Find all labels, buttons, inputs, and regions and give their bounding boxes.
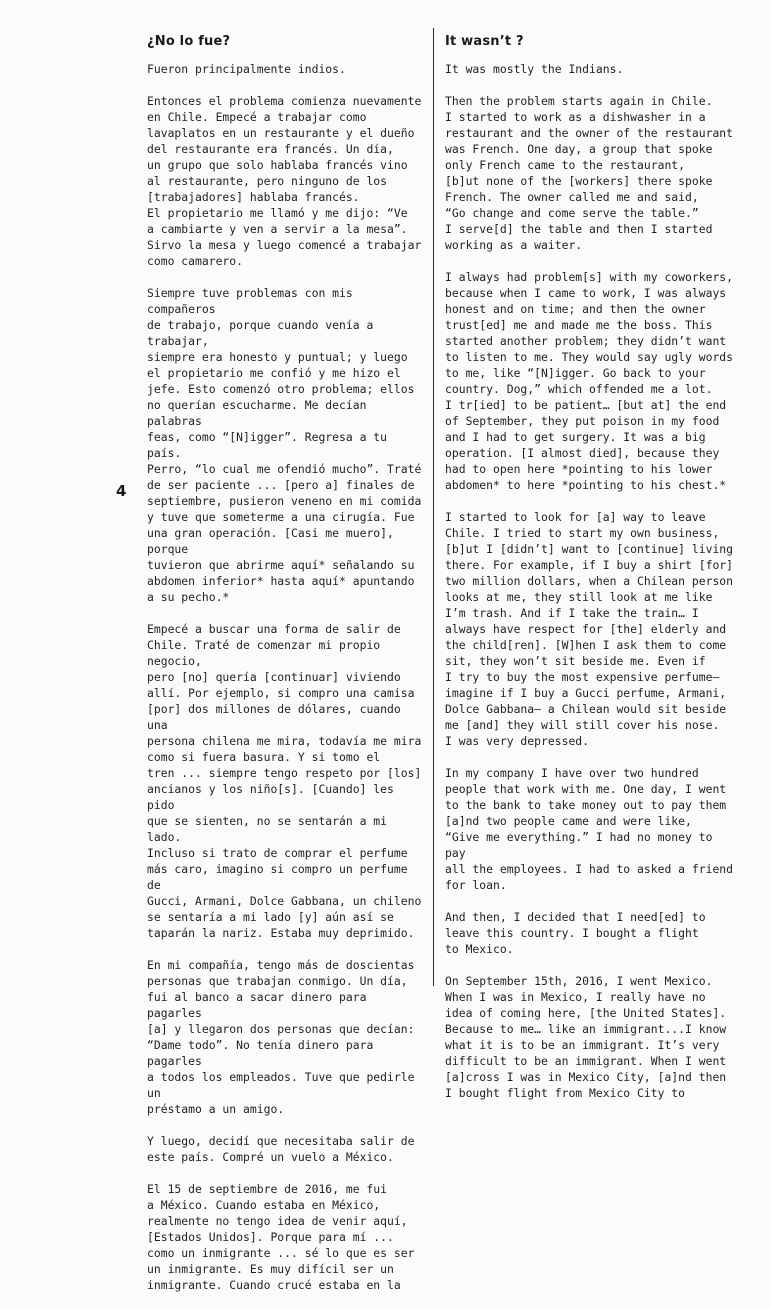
spanish-paragraph: Empecé a buscar una forma de salir de Chile. Traté de comenzar mi propio negocio, pero [no] quería [continuar] viviendo allí. Por ejemplo, si compro una camisa [por] dos millones de dólares, cuando una persona chilena me mira, todavía me mira como si fuera basura. Y si tomo el tren ... siempre tengo respeto por [los] ancianos y los niño[s]. [Cuando] les pido que se sienten, no se sentarán a mi lado. Incluso si trato de comprar el perfume más caro, imagino si compro un perfume de Gucci, Armani, Dolce Gabbana, un chileno se sentaría a mi lado [y] aún así se taparán la nariz. Estaba muy deprimido. [147,622,422,940]
page-number: 4 [116,482,127,500]
english-heading: It wasn’t ? [445,34,524,49]
english-paragraph: I started to look for [a] way to leave Chile. I tried to start my own business, [b]ut I [didn’t] want to [continue] living there. For example, if I buy a shirt [for] two million dollars, when a Chilean person looks at me, they still look at me like I’m trash. And if I take the train… I always have respect for [the] elderly and the child[ren]. [W]hen I ask them to come sit, they won’t sit beside me. Even if I try to buy the most expensive perfume— imagine if I buy a Gucci perfume, Armani, Dolce Gabbana— a Chilean would sit beside me [and] they will still cover his nose. I was very depressed. [445,510,734,748]
spanish-column [147,61,422,1309]
spanish-paragraph: Entonces el problema comienza nuevamente en Chile. Empecé a trabajar como lavaplatos en un restaurante y el dueño del restaurante era francés. Un día, un grupo que solo hablaba francés vino al restaurante, pero ninguno de los [trabajadores] hablaba francés. El propietario me llamó y me dijo: “Ve a cambiarte y ven a servir a la mesa”. Sirvo la mesa y luego comencé a trabajar como camarero. [147,94,422,268]
column-divider [433,28,434,986]
spanish-paragraph: Siempre tuve problemas con mis compañeros de trabajo, porque cuando venía a trabajar, siempre era honesto y puntual; y luego el propietario me confió y me hizo el jefe. Esto comenzó otro problema; ellos no querían escucharme. Me decían palabras feas, como “[N]igger”. Regresa a tu país. Perro, “lo cual me ofendió mucho”. Traté de ser paciente ... [pero a] finales de septiembre, pusieron veneno en mi comida y tuve que someterme a una cirugía. Fue una gran operación. [Casi me muero], porque tuvieron que abrirme aquí* señalando su abdomen inferior* hasta aquí* apuntando a su pecho.* [147,286,422,604]
english-paragraph: In my company I have over two hundred people that work with me. One day, I went to the bank to take money out to pay them [a]nd two people came and were like, “Give me everything.” I had no money to pay all the employees. I had to asked a friend for loan. [445,766,734,892]
spanish-paragraph: El 15 de septiembre de 2016, me fui a México. Cuando estaba en México, realmente no tengo idea de venir aquí, [Estados Unidos]. Porque para mí ... como un inmigrante ... sé lo que es ser un inmigrante. Es muy difícil ser un inmigrante. Cuando crucé estaba en la [147,1182,415,1292]
spanish-paragraph: Y luego, decidí que necesitaba salir de este país. Compré un vuelo a México. [147,1134,415,1164]
spanish-paragraph: Fueron principalmente indios. [147,62,346,76]
english-paragraph: On September 15th, 2016, I went Mexico. When I was in Mexico, I really have no idea of coming here, [the United States]. Because to me… like an immigrant...I know what it is to be an immigrant. It’s very difficult to be an immigrant. When I went [a]cross I was in Mexico City, [a]nd then I bought flight from Mexico City to [445,974,727,1100]
english-paragraph: I always had problem[s] with my coworkers, because when I came to work, I was always honest and on time; and then the owner trust[ed] me and made me the boss. This started another problem; they didn’t want to listen to me. They would say ugly words to me, like “[N]igger. Go back to your country. Dog,” which offended me a lot. I tr[ied] to be patient… [but at] the end of September, they put poison in my food and I had to get surgery. It was a big operation. [I almost died], because they had to open here *pointing to his lower abdomen* to here *pointing to his chest.* [445,270,734,492]
spanish-heading: ¿No lo fue? [147,34,231,49]
english-column [445,61,735,1117]
english-paragraph: And then, I decided that I need[ed] to leave this country. I bought a flight to Mexico. [445,910,706,956]
english-paragraph: It was mostly the Indians. [445,62,624,76]
english-paragraph: Then the problem starts again in Chile. I started to work as a dishwasher in a restaurant and the owner of the restaurant was French. One day, a group that spoke only French came to the restaurant, [b]ut none of the [workers] there spoke French. The owner called me and said, “Go change and come serve the table.” I serve[d] the table and then I started working as a waiter. [445,94,734,252]
spanish-paragraph: En mi compañía, tengo más de doscientas personas que trabajan conmigo. Un día, fui al banco a sacar dinero para pagarles [a] y llegaron dos personas que decían: “Dame todo”. No tenía dinero para pagarles a todos los empleados. Tuve que pedirle un préstamo a un amigo. [147,958,415,1116]
